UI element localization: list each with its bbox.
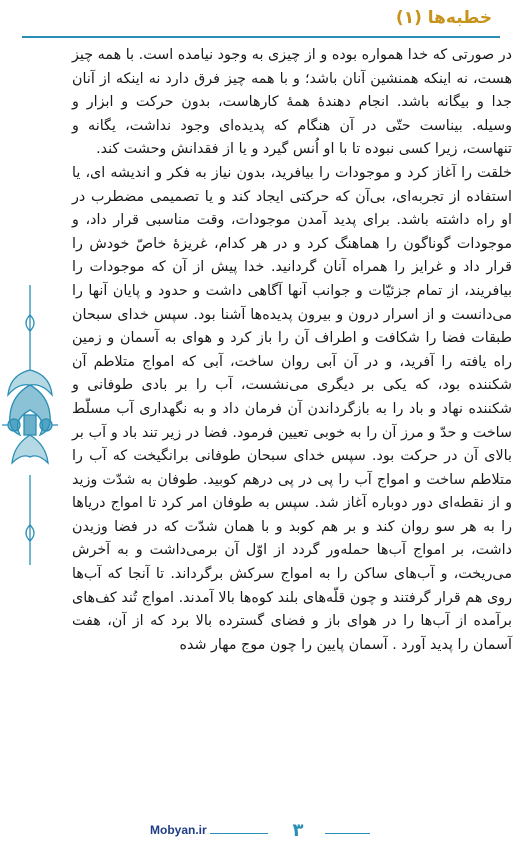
site-watermark: Mobyan.ir xyxy=(150,823,207,837)
page-footer xyxy=(0,818,520,855)
footer-divider-left xyxy=(210,833,268,834)
chapter-title: خطبه‌ها (۱) xyxy=(395,8,492,28)
floral-ornament-icon xyxy=(0,275,60,575)
page-header xyxy=(0,0,520,34)
header-divider xyxy=(22,36,500,38)
paragraph: در صورتی که خدا همواره بوده و از چیزی به وجود نیامده است. با همه چیز هست، نه اینکه همنشین آنان باشد؛ و با همه چیز فرق دارد نه اینکه از آنان جدا و بیگانه باشد. انجام دهندۀ همۀ کارهاست، بدون حرکت و ابزار و وسیله. بیناست حتّی در آن هنگام که پدیده‌ای وجود نداشت، یگانه و تنهاست، زیرا کسی نبوده تا با او اُنس گیرد و یا از فقدانش وحشت کند. xyxy=(72,47,512,158)
footer-divider-right xyxy=(325,833,370,834)
body-text xyxy=(72,44,512,657)
page-number: ۳ xyxy=(292,820,304,841)
paragraph: خلقت را آغاز کرد و موجودات را بیافرید، بدون نیاز به فکر و اندیشه ای، یا استفاده از تجربه‌ای، بی‌آن که حرکتی ایجاد کند و یا تصمیمی مضطرب در او راه داشته باشد. برای پدید آمدن موجودات، وقت مناسبی قرار داد، و موجودات گوناگون را هماهنگ کرد و در هر کدام، غریزۀ خاصّ خودش را قرار داد و غرایز را همراه آنان گردانید. خدا پیش از آن که موجودات را بیافریند، از تمام جزئیّات و جوانب آنها آگاهی داشت و حدود و پایان آنها را می‌دانست و از اسرار درون و بیرون پدیده‌ها آشنا بود. سپس خدای سبحان طبقات فضا را شکافت و اطراف آن را باز کرد و هوای به آسمان و زمین راه یافته را آفرید، و در آن آبی روان ساخت، آبی که امواج متلاطم آن شکننده بود، که یکی بر دیگری می‌نشست، آب را بر بادی طوفانی و شکننده نهاد و باد را به بازگرداندن آن فرمان داد و به نگهداری آب مسلّط ساخت و حدّ و مرز آن را به خوبی تعیین فرمود. فضا در زیر تند باد و آب بر بالای آن در حرکت بود. سپس خدای سبحان طوفانی برانگیخت که آب را متلاطم ساخت و امواج آب را پی در پی درهم کوبید. طوفان به شدّت وزید و از نقطه‌ای دور دوباره آغاز شد. سپس به طوفان امر کرد تا امواج دریاها را به هر سو روان کند و بر هم کوبد و با همان شدّت که در فضا وزیدن داشت، بر امواج آب‌ها حمله‌ور گردد از اوّل آن برمی‌داشت و به آخرش می‌ریخت، و آب‌های ساکن را به امواج سرکش برگرداند. تا آنجا که آب‌ها روی هم قرار گرفتند و چون قلّه‌های بلند کوه‌ها بالا آمدند. امواج تُند کف‌های برآمده از آب‌ها را در هوای باز و فضای گسترده بالا برد که از آن، هفت آسمان را پدید آورد . آسمان پایین را چون موج مهار شده xyxy=(72,164,512,653)
